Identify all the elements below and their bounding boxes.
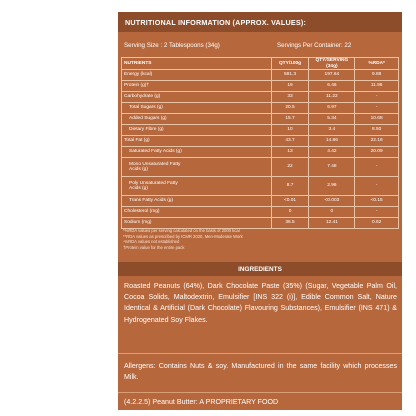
nutrient-qty-serving: 2.96 [309, 177, 355, 196]
serving-size: Serving Size : 2 Tablespoons (34g) [124, 41, 220, 49]
nutrient-row [122, 103, 399, 114]
nutrient-qty-100g: 20.5 [271, 103, 309, 114]
nutrient-rda: 11.96 [355, 81, 399, 92]
nutrient-rda: - [355, 207, 399, 218]
nutrient-row [122, 136, 399, 147]
nutrient-qty-serving: 12.41 [309, 218, 355, 229]
nutrient-qty-100g: <0.01 [271, 196, 309, 207]
nutrient-name: Carbohydrate (g) [122, 92, 272, 103]
nutrient-rda: - [355, 158, 399, 177]
nutrient-qty-serving: 11.22 [309, 92, 355, 103]
nutrient-row [122, 92, 399, 103]
nutrient-row [122, 196, 399, 207]
header-qty-100g: QTY/100g [271, 58, 309, 70]
nutrient-qty-100g: 43.7 [271, 136, 309, 147]
nutrient-qty-serving: <0.003 [309, 196, 355, 207]
nutrition-table-header [122, 58, 399, 70]
header-nutrients: NUTRIENTS [122, 58, 272, 70]
allergen-statement: Allergens: Contains Nuts & soy. Manufactured in the same facility which processes Milk. [124, 362, 397, 382]
nutrient-qty-100g: 15.7 [271, 114, 309, 125]
nutrient-name: Energy (kcal) [122, 70, 272, 81]
nutrient-row [122, 125, 399, 136]
nutrient-row [122, 70, 399, 81]
nutrient-rda: 0.62 [355, 218, 399, 229]
nutrient-name: Cholesterol (mg) [122, 207, 272, 218]
footnote: †Protein value for the entire pack [123, 244, 185, 250]
nutrient-row [122, 177, 399, 196]
nutrient-qty-serving: 6.97 [309, 103, 355, 114]
nutrient-row [122, 218, 399, 229]
servings-per-container: Servings Per Container: 22 [277, 41, 352, 49]
nutrient-name: Trans Fatty Acids (g) [122, 196, 272, 207]
nutrient-rda: 8.50 [355, 125, 399, 136]
food-category-footer: (4.2.2.5) Peanut Butter: A PROPRIETARY FOOD [124, 398, 279, 406]
nutrition-title: NUTRITIONAL INFORMATION (APPROX. VALUES): [118, 12, 402, 32]
divider [118, 353, 402, 354]
nutrient-name: Added Sugars (g) [122, 114, 272, 125]
nutrient-qty-100g: 10 [271, 125, 309, 136]
nutrient-qty-serving: 5.34 [309, 114, 355, 125]
nutrient-rda: 10.68 [355, 114, 399, 125]
nutrient-name: Saturated Fatty Acids (g) [122, 147, 272, 158]
nutrient-qty-100g: 22 [271, 158, 309, 177]
nutrient-row [122, 207, 399, 218]
nutrient-name: Poly Unsaturated Fatty Acids (g) [122, 177, 272, 196]
nutrient-qty-serving: 197.64 [309, 70, 355, 81]
header-qty-serving: QTY/SERVING (34g) [309, 58, 355, 70]
footnote: **RDA values as prescribed by ICMR 2020, Men-Moderate Work [123, 233, 243, 239]
nutrient-name: Dietary Fibre (g) [122, 125, 272, 136]
nutrient-name: Total Sugars (g) [122, 103, 272, 114]
nutrient-rda: <0.15 [355, 196, 399, 207]
nutrient-name: Mono Unsaturated Fatty Acids (g) [122, 158, 272, 177]
nutrient-rda: - [355, 92, 399, 103]
nutrient-qty-serving: 0 [309, 207, 355, 218]
nutrient-qty-100g: 581.3 [271, 70, 309, 81]
nutrient-row [122, 81, 399, 92]
nutrient-rda: - [355, 177, 399, 196]
header-rda: %RDA* [355, 58, 399, 70]
footnotes [123, 228, 395, 250]
nutrient-name: Protein (g)† [122, 81, 272, 92]
nutrient-qty-serving: 4.42 [309, 147, 355, 158]
nutrient-row [122, 158, 399, 177]
nutrient-qty-100g: 36.5 [271, 218, 309, 229]
nutrient-name: Sodium (mg) [122, 218, 272, 229]
nutrient-qty-100g: 13 [271, 147, 309, 158]
nutrient-qty-100g: 8.7 [271, 177, 309, 196]
divider [118, 392, 402, 393]
ingredients-text: Roasted Peanuts (64%), Dark Chocolate Paste (35%) (Sugar, Vegetable Palm Oil, Cocoa Solids, Maltodextrin, Emulsifier [INS 322 (i)], Edible Common Salt, Nature Identical & Artificial (Dark Chocolate) Flavouring Substances), Emulsifier (INS 471) & Hydrogenated Soy Flakes. [124, 282, 397, 324]
nutrient-rda: - [355, 103, 399, 114]
nutrient-qty-serving: 14.86 [309, 136, 355, 147]
nutrition-table [121, 57, 399, 229]
serving-info [118, 38, 402, 52]
ingredients-heading: INGREDIENTS [118, 262, 402, 276]
nutrition-label-panel [118, 12, 402, 410]
nutrient-qty-100g: 33 [271, 92, 309, 103]
nutrient-qty-serving: 3.4 [309, 125, 355, 136]
nutrient-rda: 22.18 [355, 136, 399, 147]
nutrient-qty-serving: 6.46 [309, 81, 355, 92]
footnote: -%RDA values not established [123, 239, 180, 245]
nutrient-qty-100g: 19 [271, 81, 309, 92]
nutrient-rda: 20.09 [355, 147, 399, 158]
nutrient-row [122, 114, 399, 125]
nutrient-rda: 9.88 [355, 70, 399, 81]
nutrient-row [122, 147, 399, 158]
nutrient-qty-100g: 0 [271, 207, 309, 218]
footnote: *%RDA values per serving calculated on the basis of 2000 kcal [123, 228, 240, 233]
nutrient-name: Total Fat (g) [122, 136, 272, 147]
nutrient-qty-serving: 7.48 [309, 158, 355, 177]
